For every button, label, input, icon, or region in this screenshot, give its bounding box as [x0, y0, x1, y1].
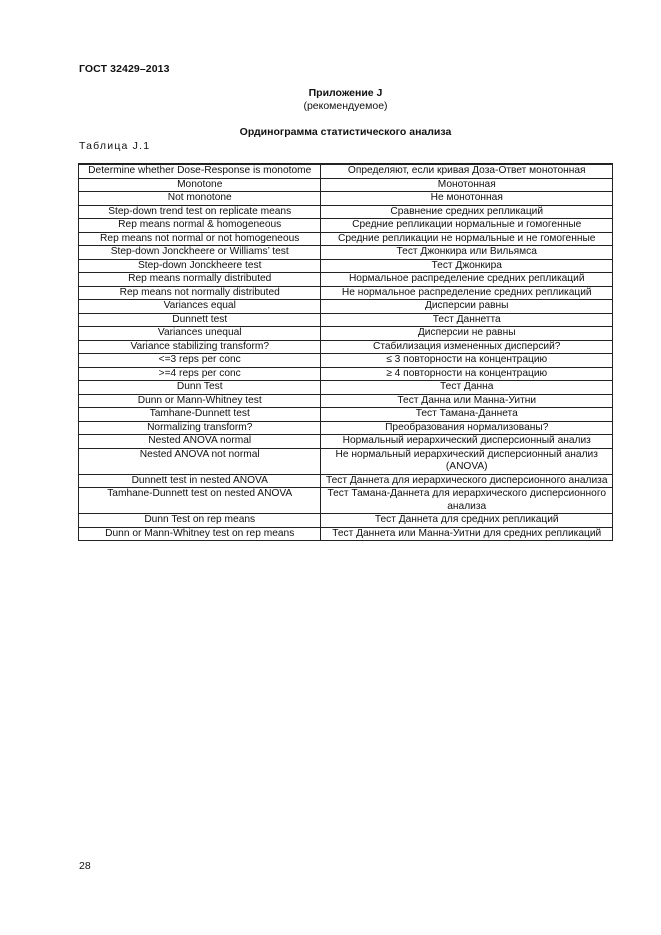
- english-cell: Dunn Test: [79, 381, 321, 395]
- russian-cell: Определяют, если кривая Доза-Ответ монотонная: [321, 164, 613, 178]
- table-row: [79, 232, 613, 246]
- russian-cell: Средние репликации не нормальные и не гомогенные: [321, 232, 613, 246]
- english-cell: Dunn or Mann-Whitney test: [79, 394, 321, 408]
- russian-cell: Тест Даннетта: [321, 313, 613, 327]
- table-row: [79, 259, 613, 273]
- russian-cell: ≥ 4 повторности на концентрацию: [321, 367, 613, 381]
- russian-cell: Тест Даннета для иерархического дисперсионного анализа: [321, 474, 613, 488]
- russian-cell: Нормальный иерархический дисперсионный анализ: [321, 435, 613, 449]
- table-row: [79, 381, 613, 395]
- table-row: [79, 246, 613, 260]
- russian-cell: Не нормальный иерархический дисперсионный анализ (ANOVA): [321, 448, 613, 474]
- russian-cell: Не монотонная: [321, 192, 613, 206]
- russian-cell: Дисперсии не равны: [321, 327, 613, 341]
- table-row: [79, 408, 613, 422]
- table-row: [79, 514, 613, 528]
- table-row: [79, 273, 613, 287]
- russian-cell: ≤ 3 повторности на концентрацию: [321, 354, 613, 368]
- analysis-table: [78, 163, 613, 541]
- english-cell: Rep means not normally distributed: [79, 286, 321, 300]
- table-row: [79, 300, 613, 314]
- english-cell: Dunn Test on rep means: [79, 514, 321, 528]
- russian-cell: Тест Данна или Манна-Уитни: [321, 394, 613, 408]
- russian-cell: Тест Джонкира или Вильямса: [321, 246, 613, 260]
- page-number: 28: [79, 860, 91, 872]
- english-cell: Monotone: [79, 178, 321, 192]
- english-cell: Tamhane-Dunnett test: [79, 408, 321, 422]
- table-row: [79, 527, 613, 541]
- english-cell: Rep means normal & homogeneous: [79, 219, 321, 233]
- english-cell: Normalizing transform?: [79, 421, 321, 435]
- english-cell: Determine whether Dose-Response is monotome: [79, 164, 321, 178]
- russian-cell: Дисперсии равны: [321, 300, 613, 314]
- english-cell: Variances unequal: [79, 327, 321, 341]
- table-row: [79, 421, 613, 435]
- table-row: [79, 394, 613, 408]
- russian-cell: Монотонная: [321, 178, 613, 192]
- table-row: [79, 164, 613, 178]
- table-row: [79, 286, 613, 300]
- english-cell: Not monotone: [79, 192, 321, 206]
- appendix-subtitle: (рекомендуемое): [303, 100, 388, 112]
- english-cell: Step-down Jonckheere test: [79, 259, 321, 273]
- table-row: [79, 340, 613, 354]
- analysis-table-body: [79, 164, 613, 541]
- russian-cell: Тест Тамана-Даннета для иерархического дисперсионного анализа: [321, 488, 613, 514]
- english-cell: <=3 reps per conc: [79, 354, 321, 368]
- table-label: Таблица J.1: [79, 140, 151, 152]
- table-row: [79, 367, 613, 381]
- english-cell: Tamhane-Dunnett test on nested ANOVA: [79, 488, 321, 514]
- russian-cell: Средние репликации нормальные и гомогенные: [321, 219, 613, 233]
- russian-cell: Тест Данна: [321, 381, 613, 395]
- russian-cell: Не нормальное распределение средних репликаций: [321, 286, 613, 300]
- russian-cell: Тест Джонкира: [321, 259, 613, 273]
- russian-cell: Нормальное распределение средних репликаций: [321, 273, 613, 287]
- russian-cell: Преобразования нормализованы?: [321, 421, 613, 435]
- english-cell: Nested ANOVA not normal: [79, 448, 321, 474]
- table-row: [79, 448, 613, 474]
- english-cell: Step-down Jonckheere or Williams’ test: [79, 246, 321, 260]
- russian-cell: Тест Тамана-Даннета: [321, 408, 613, 422]
- table-row: [79, 435, 613, 449]
- english-cell: Dunnett test in nested ANOVA: [79, 474, 321, 488]
- standard-code: ГОСТ 32429–2013: [79, 63, 170, 75]
- table-row: [79, 474, 613, 488]
- english-cell: Step-down trend test on replicate means: [79, 205, 321, 219]
- english-cell: Variances equal: [79, 300, 321, 314]
- russian-cell: Тест Даннета для средних репликаций: [321, 514, 613, 528]
- table-row: [79, 327, 613, 341]
- table-row: [79, 313, 613, 327]
- english-cell: Nested ANOVA normal: [79, 435, 321, 449]
- english-cell: >=4 reps per conc: [79, 367, 321, 381]
- russian-cell: Стабилизация измененных дисперсий?: [321, 340, 613, 354]
- english-cell: Dunnett test: [79, 313, 321, 327]
- table-row: [79, 192, 613, 206]
- table-row: [79, 488, 613, 514]
- table-row: [79, 354, 613, 368]
- english-cell: Rep means not normal or not homogeneous: [79, 232, 321, 246]
- english-cell: Rep means normally distributed: [79, 273, 321, 287]
- table-row: [79, 178, 613, 192]
- english-cell: Dunn or Mann-Whitney test on rep means: [79, 527, 321, 541]
- russian-cell: Тест Даннета или Манна-Уитни для средних репликаций: [321, 527, 613, 541]
- appendix-heading: [0, 87, 661, 113]
- table-row: [79, 219, 613, 233]
- appendix-title: Приложение J: [308, 87, 383, 99]
- english-cell: Variance stabilizing transform?: [79, 340, 321, 354]
- table-row: [79, 205, 613, 219]
- russian-cell: Сравнение средних репликаций: [321, 205, 613, 219]
- table-title: Ординограмма статистического анализа: [239, 126, 452, 138]
